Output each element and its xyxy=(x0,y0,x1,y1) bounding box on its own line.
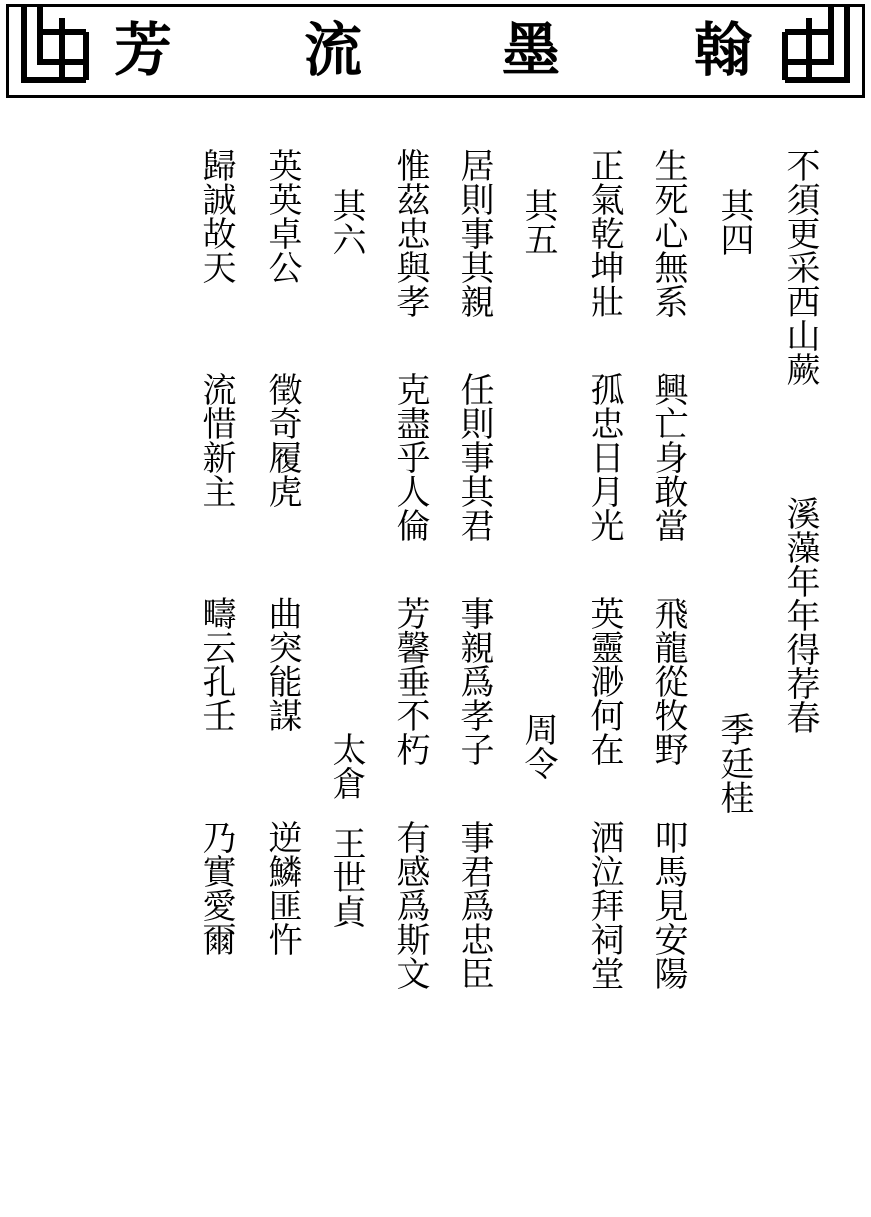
poem-line-3a: 生死心無系 xyxy=(648,148,688,318)
banner-title-char-4: 翰 xyxy=(694,16,753,84)
poem-line-1a: 不須更采西山蕨 xyxy=(780,148,820,386)
poem-line-6b: 任則事其君 xyxy=(454,372,494,542)
poem-line-7b: 克盡乎人倫 xyxy=(390,372,430,542)
poem-line-1b: 溪藻年年得荐春 xyxy=(780,496,820,734)
banner-title-char-3: 墨 xyxy=(502,16,561,84)
poem-line-6c: 事親爲孝子 xyxy=(454,596,494,766)
poem-line-4a: 正氣乾坤壯 xyxy=(584,148,624,318)
poem-line-7d: 有感爲斯文 xyxy=(390,820,430,990)
poem-line-10b: 流惜新主 xyxy=(196,372,236,508)
poem-line-7c: 芳馨垂不朽 xyxy=(390,596,430,766)
poem-line-10d: 乃實愛爾 xyxy=(196,820,236,956)
header-banner xyxy=(6,4,865,98)
poem-line-9b: 徵奇履虎 xyxy=(262,372,302,508)
poem-heading-4: 其四 xyxy=(714,188,754,256)
poem-author-4: 季廷桂 xyxy=(714,712,754,814)
poem-line-9c: 曲突能謀 xyxy=(262,596,302,732)
poem-heading-6: 其六 xyxy=(326,188,366,256)
poem-line-10c: 疇云孔壬 xyxy=(196,596,236,732)
banner-title-char-2: 流 xyxy=(304,16,363,84)
poem-author-6: 王世貞 xyxy=(326,826,366,928)
poem-line-4c: 英靈渺何在 xyxy=(584,596,624,766)
poem-line-3b: 興亡身敢當 xyxy=(648,372,688,542)
poem-line-7a: 惟茲忠與孝 xyxy=(390,148,430,318)
poem-line-4b: 孤忠日月光 xyxy=(584,372,624,542)
poem-heading-5: 其五 xyxy=(518,188,558,256)
poem-line-4d: 洒泣拜祠堂 xyxy=(584,820,624,990)
poem-line-9a: 英英卓公 xyxy=(262,148,302,284)
poem-line-9d: 逆鱗匪忤 xyxy=(262,820,302,956)
poem-line-3c: 飛龍從牧野 xyxy=(648,596,688,766)
poem-line-6a: 居則事其親 xyxy=(454,148,494,318)
poem-line-6d: 事君爲忠臣 xyxy=(454,820,494,990)
banner-title-char-1: 芳 xyxy=(114,16,173,84)
poem-line-10a: 歸誠故天 xyxy=(196,148,236,284)
banner-title xyxy=(6,4,865,98)
poem-author-place-6: 太倉 xyxy=(326,732,366,800)
poem-line-3d: 叩馬見安陽 xyxy=(648,820,688,990)
poem-author-5: 周令 xyxy=(518,712,558,780)
